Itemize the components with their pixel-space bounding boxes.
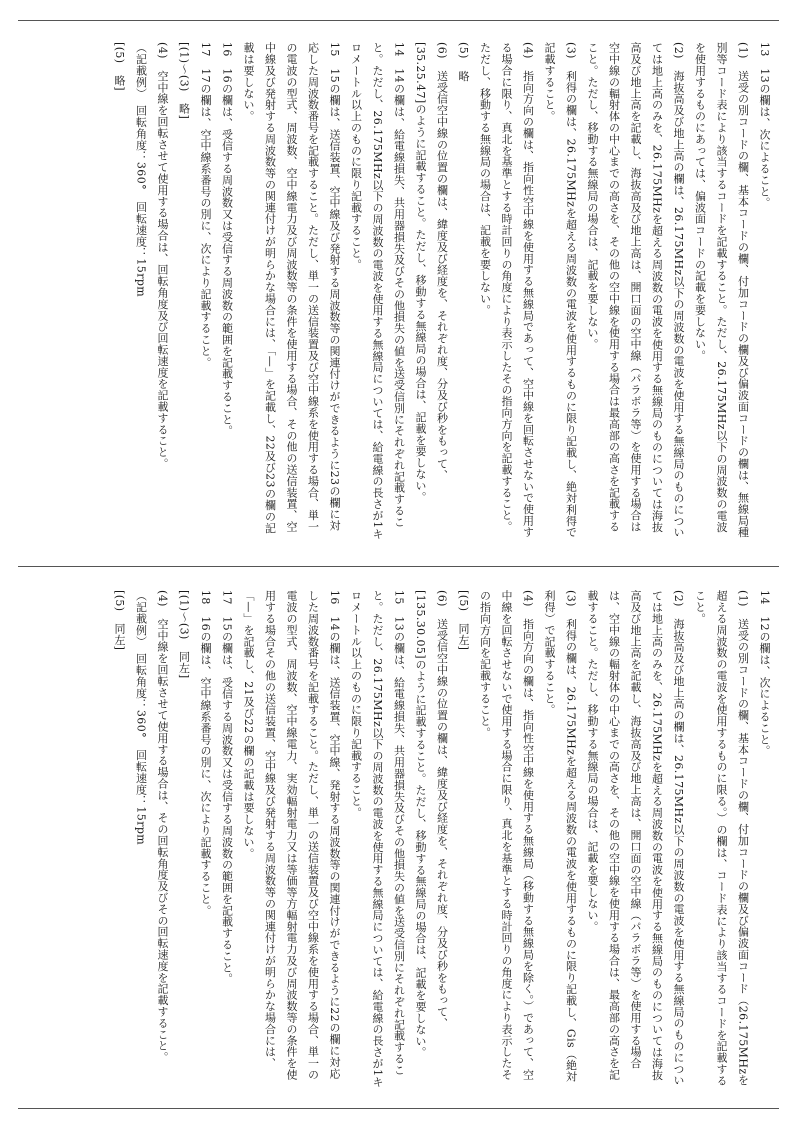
bottom-paragraph: (1) 送受の別コードの欄、基本コードの欄、付加コードの欄及び偏波面コード（26.175MHzを超える周波数の電波を使用するものに限る。）の欄は、コード表により該当するコードを記載すること。 bbox=[693, 590, 750, 1087]
top-paragraph: 14 14の欄は、給電線損失、共用器損失及びその他損失の値を送受信別にそれぞれ記載すること。ただし、26.175MHz以下の周波数の電波を使用する無線局については、給電線の長さが1キロメートル以上のものに限り記載すること。 bbox=[349, 42, 406, 540]
top-paragraph: (4) 空中線を回転させて使用する場合は、回転角度及び回転速度を記載すること。 bbox=[156, 42, 169, 470]
top-paragraph: (6) 送受信空中線の位置の欄は、緯度及び経度を、それぞれ度、分及び秒をもって、[35.25.47]のように記載すること。ただし、移動する無線局の場合は、記載を要しない。 bbox=[414, 42, 449, 503]
top-paragraph: 15 15の欄は、送信装置、空中線及び発射する周波数等の関連付けができるように23の欄に対応した周波数番号を記載すること。ただし、単一の送信装置及び空中線系を使用する場合、単一の電波の型式、周波数、空中線電力及び周波数等の条件を使用する場合、その他の送信装置、空中線及び発射する周波数等の関連付けが明らかな場合には、「—」を記載し、22及び23の欄の記載は要しない。 bbox=[242, 42, 341, 534]
bottom-paragraph: 15 13の欄は、給電線損失、共用器損失及びその他損失の値を送受信別にそれぞれ記載すること。ただし、26.175MHz以下の周波数の電波を使用する無線局については、給電線の長さが1キロメートル以上のものに限り記載すること。 bbox=[349, 590, 406, 1088]
lower-section bbox=[22, 590, 775, 1090]
bottom-paragraph: 17 15の欄は、受信する周波数又は受信する周波数の範囲を記載すること。 bbox=[220, 590, 234, 985]
bottom-paragraph: (4) 空中線を回転させて使用する場合は、その回転角度及びその回転速度を記載すること。 bbox=[156, 590, 169, 1063]
middle-rule bbox=[18, 566, 779, 567]
top-paragraph: （記載例） 回転角度：360° 回転速度：15rpm bbox=[134, 42, 148, 298]
bottom-paragraph: [(1)〜(3) 同左] bbox=[177, 590, 191, 679]
bottom-paragraph: [(5) 同左] bbox=[113, 590, 126, 651]
bottom-paragraph: (3) 利得の欄は、26.175MHzを超える周波数の電波を使用するものに限り記載し、Gis（絶対利得）で記載すること。 bbox=[543, 590, 578, 1083]
lower-text-column bbox=[109, 590, 776, 1090]
bottom-paragraph: (4) 指向方向の欄は、指向性空中線を使用する無線局（移動する無線局を除く。）であって、空中線を回転させないで使用する場合に限り、真北を基準とする時計回りの角度により表示したその指向方向を記載すること。 bbox=[478, 590, 535, 1081]
top-paragraph: 17 17の欄は、空中線系番号の別に、次により記載すること。 bbox=[199, 42, 212, 368]
top-paragraph: (5) 略 bbox=[457, 42, 470, 82]
top-paragraph: (2) 海抜高及び地上高の欄は、26.175MHz以下の周波数の電波を使用する無線局のものについては地上高のみを、26.175MHzを超える周波数の電波を使用する無線局のものについては海抜高及び地上高を記載し、海抜高及び地上高は、開口面の空中線（パラボラ等）を使用する場合は空中線の輻射体の中心までの高さを、その他の空中線を使用する場合は最高部の高さを記載すること。ただし、移動する無線局の場合は、記載を要しない。 bbox=[586, 42, 685, 538]
upper-section bbox=[22, 42, 775, 542]
bottom-paragraph: 14 12の欄は、次によること。 bbox=[758, 590, 771, 757]
bottom-paragraph: 16 14の欄は、送信装置、空中線、発射する周波数等の関連付けができるように22の欄に対応した周波数番号を記載すること。ただし、単一の送信装置及び空中線系を使用する場合、単一の電波の型式、周波数、空中線電力、実効輻射電力又は等価等方輻射電力及び周波数等の条件を使用する場合その他の送信装置、空中線及び発射する周波数等の関連付けが明らかな場合には、「—」を記載し、21及び22の欄の記載は要しない。 bbox=[242, 590, 341, 1081]
top-paragraph: (3) 利得の欄は、26.175MHzを超える周波数の電波を使用するものに限り記載し、絶対利得で記載すること。 bbox=[543, 42, 578, 538]
bottom-paragraph: (2) 海抜高及び地上高の欄は、26.175MHz以下の周波数の電波を使用する無線局のものについては地上高のみを、26.175MHzを超える周波数の電波を使用する無線局のものについては海抜高及び地上高を記載し、海抜高及び地上高は、開口面の空中線（パラボラ等）を使用する場合は、空中線の輻射体の中心までの高さを、その他の空中線を使用する場合は、最高部の高さを記載すること。ただし、移動する無線局の場合は、記載を要しない。 bbox=[586, 590, 685, 1086]
bottom-paragraph: [(5) 同左] bbox=[457, 590, 470, 651]
bottom-rule bbox=[18, 1108, 779, 1109]
top-paragraph: (4) 指向方向の欄は、指向性空中線を使用する無線局であって、空中線を回転させないで使用する場合に限り、真北を基準とする時計回りの角度により表示したその指向方向を記載すること。ただし、移動する無線局の場合は、記載を要しない。 bbox=[478, 42, 535, 538]
bottom-paragraph: 18 16の欄は、空中線系番号の別に、次により記載すること。 bbox=[199, 590, 212, 916]
upper-text-column bbox=[109, 42, 776, 542]
top-rule bbox=[18, 20, 779, 21]
top-paragraph: (1) 送受の別コードの欄、基本コードの欄、付加コードの欄及び偏波面コードの欄は、無線局種別等コード表により該当するコードを記載すること。ただし、26.175MHz以下の周波数の電波を使用するものにあっては、偏波面コードの記載を要しない。 bbox=[693, 42, 750, 538]
bottom-paragraph: (6) 送受信空中線の位置の欄は、緯度及び経度を、それぞれ度、分及び秒をもって、[135.30.05]のように記載すること。ただし、移動する無線局の場合は、記載を要しない。 bbox=[414, 590, 449, 1058]
bottom-paragraph: （記載例） 回転角度：360° 回転速度：15rpm bbox=[134, 590, 148, 846]
top-paragraph: [(1)〜(3) 略] bbox=[177, 42, 191, 120]
top-paragraph: [(5) 略] bbox=[113, 42, 126, 91]
top-paragraph: 13 13の欄は、次によること。 bbox=[758, 42, 771, 209]
top-paragraph: 16 16の欄は、受信する周波数又は受信する周波数の範囲を記載すること。 bbox=[220, 42, 234, 437]
